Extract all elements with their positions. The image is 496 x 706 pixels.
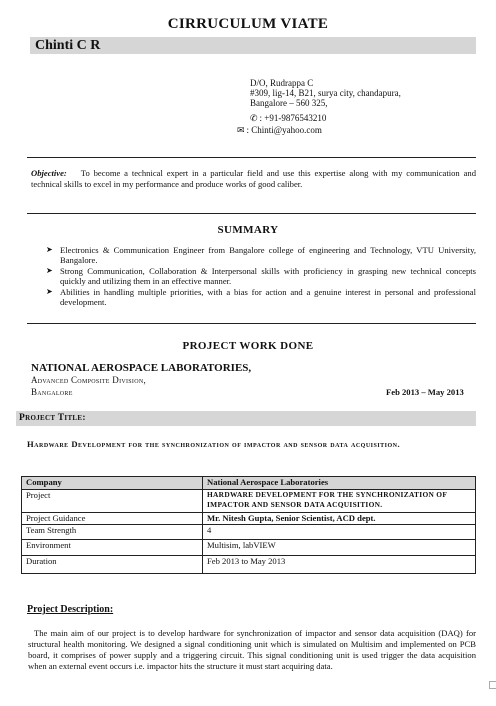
objective-label: Objective:: [31, 168, 67, 178]
email-line: [237, 125, 322, 135]
project-details-table: [21, 476, 476, 574]
list-item: ➤ Electronics & Communication Engineer from Bangalore college of engineering and Technology, VTU University, Bangalore.: [46, 245, 476, 265]
objective-text: To become a technical expert in a particular field and use this expertise along with my communication and technical skills to excel in my performance and produce works of good caliber.: [31, 168, 476, 189]
project-description-label: Project Description:: [27, 604, 114, 615]
phone-icon: ✆: [250, 113, 258, 123]
table-cell: Feb 2013 to May 2013: [203, 556, 476, 574]
table-cell: 4: [203, 525, 476, 540]
table-header-cell: Company: [22, 477, 203, 490]
list-item: ➤ Strong Communication, Collaboration & Interpersonal skills with proficiency in grasping new technical concepts quickly and utilizing them in an effective manner.: [46, 266, 476, 286]
address-block: [250, 78, 401, 108]
summary-heading: SUMMARY: [217, 224, 279, 236]
table-cell: Duration: [22, 556, 203, 574]
city-name: Bangalore: [31, 387, 73, 397]
table-header-cell: National Aerospace Laboratories: [203, 477, 476, 490]
table-cell: HARDWARE DEVELOPMENT FOR THE SYNCHRONIZATION OF IMPACTOR AND SENSOR DATA ACQUISITION.: [203, 490, 476, 513]
phone-number: : +91-9876543210: [259, 113, 327, 123]
objective-section: [31, 168, 476, 189]
project-description-text: The main aim of our project is to develop hardware for synchronization of impactor and sensor data acquisition (DAQ) for structural health monitoring. We designed a signal conditioning unit which is simulated on Multisim and implemented on PCB board, it comprises of power supply and a triggering circuit. This signal conditioning unit is used trigger the data acquisition when an external event occurs i.e. impactor hits the structure it must start acquiring data.: [28, 628, 476, 671]
divider: [27, 323, 476, 324]
table-row: [22, 556, 476, 574]
project-dates: Feb 2013 – May 2013: [386, 387, 464, 397]
project-title-text: Hardware Development for the synchronization of impactor and sensor data acquisition.: [27, 439, 401, 449]
candidate-name: Chinti C R: [35, 38, 101, 53]
address-line: #309, lig-14, B21, surya city, chandapura,: [250, 88, 401, 98]
arrow-bullet-icon: ➤: [46, 245, 53, 254]
table-row: [22, 540, 476, 556]
document-title: CIRRUCULUM VIATE: [167, 16, 329, 32]
table-cell: Mr. Nitesh Gupta, Senior Scientist, ACD dept.: [203, 513, 476, 525]
phone-line: [250, 113, 326, 123]
table-row: [22, 513, 476, 525]
table-cell: Team Strength: [22, 525, 203, 540]
project-title-label: Project Title:: [19, 413, 86, 423]
divider: [27, 157, 476, 158]
table-row: [22, 525, 476, 540]
arrow-bullet-icon: ➤: [46, 287, 53, 296]
table-header-row: [22, 477, 476, 490]
summary-list: [46, 245, 476, 308]
table-row: [22, 490, 476, 513]
table-cell: Environment: [22, 540, 203, 556]
table-cell: Project Guidance: [22, 513, 203, 525]
list-item: ➤ Abilities in handling multiple priorities, with a bias for action and a genuine interest in personal and professional development.: [46, 287, 476, 307]
project-heading: PROJECT WORK DONE: [182, 340, 314, 352]
arrow-bullet-icon: ➤: [46, 266, 53, 275]
organization-name: NATIONAL AEROSPACE LABORATORIES,: [31, 362, 252, 374]
resize-handle-icon[interactable]: [489, 681, 496, 689]
address-line: D/O, Rudrappa C: [250, 78, 314, 88]
envelope-icon: ✉: [237, 125, 245, 135]
table-cell: Multisim, labVIEW: [203, 540, 476, 556]
email-address: : Chinti@yahoo.com: [246, 125, 322, 135]
address-line: Bangalore – 560 325,: [250, 98, 328, 108]
divider: [27, 213, 476, 214]
table-cell: Project: [22, 490, 203, 513]
division-name: Advanced Composite Division,: [31, 375, 147, 385]
